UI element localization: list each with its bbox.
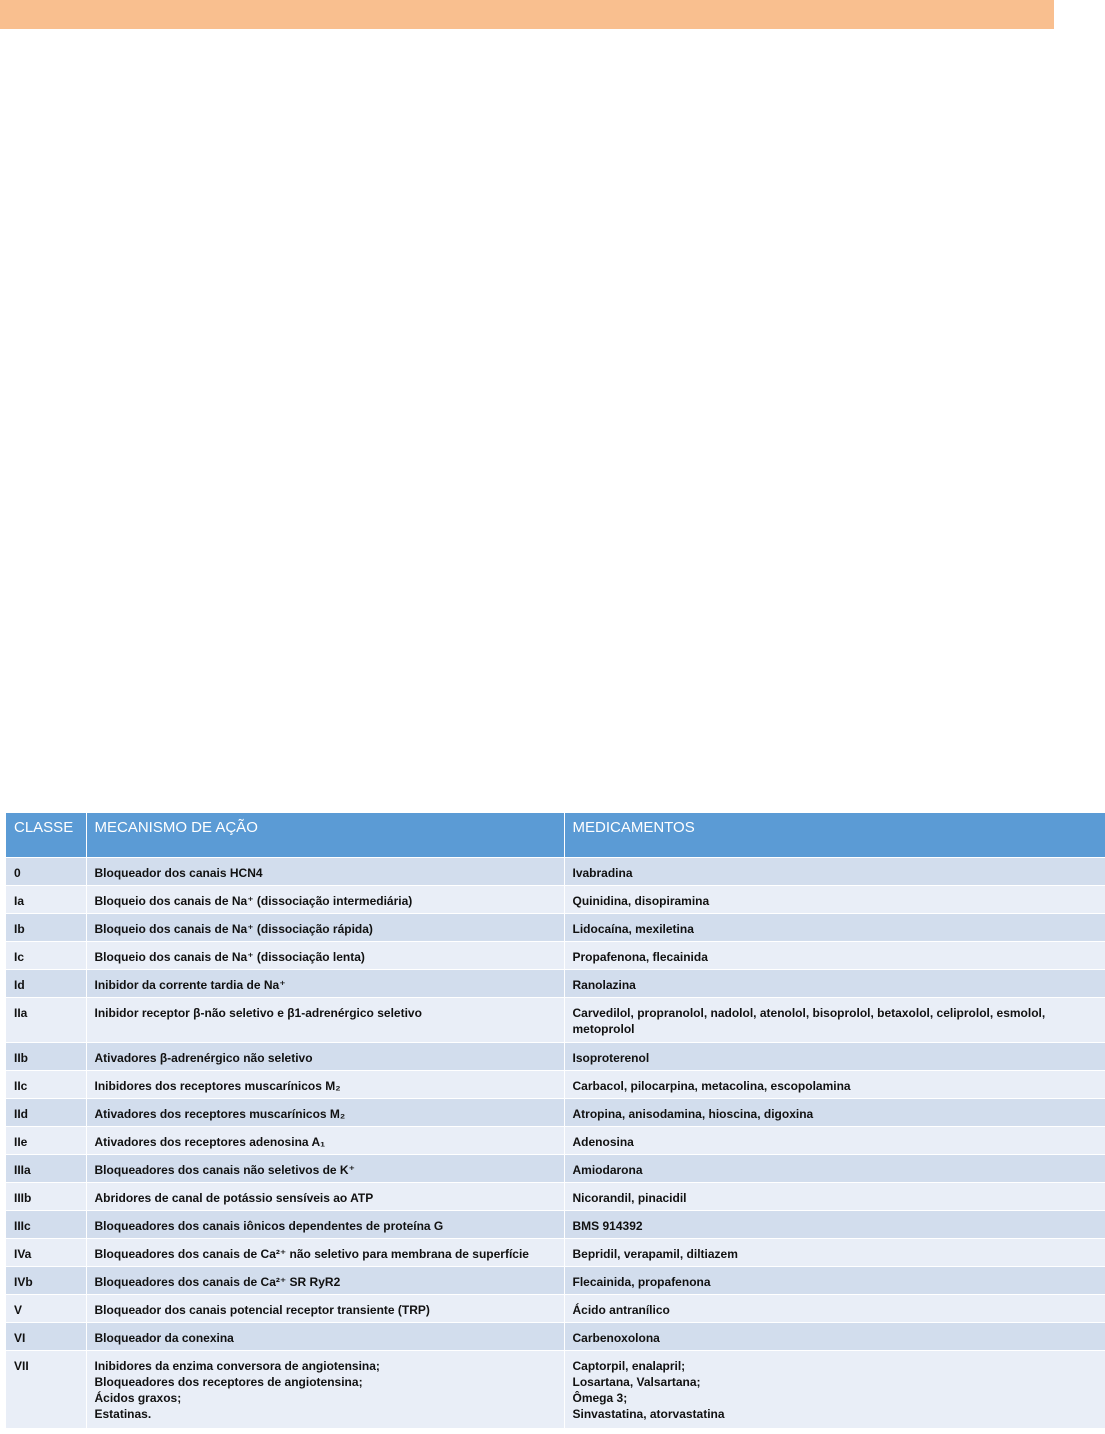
table-row [6,997,1105,1042]
cell-medicamentos: Captorpil, enalapril; Losartana, Valsartana; Ômega 3; Sinvastatina, atorvastatina [564,1350,1105,1428]
cell-medicamentos: Ranolazina [564,969,1105,997]
cell-mecanismo: Ativadores dos receptores muscarínicos M₂ [86,1098,564,1126]
table-header-row [6,813,1105,857]
header-medicamentos: MEDICAMENTOS [564,813,1105,857]
cell-mecanismo: Inibidores da enzima conversora de angiotensina; Bloqueadores dos receptores de angiotensina; Ácidos graxos; Estatinas. [86,1350,564,1428]
cell-mecanismo: Bloqueadores dos canais não seletivos de K⁺ [86,1154,564,1182]
table-row [6,1098,1105,1126]
cell-medicamentos: Ácido antranílico [564,1294,1105,1322]
cell-medicamentos: Atropina, anisodamina, hioscina, digoxina [564,1098,1105,1126]
header-mecanismo: MECANISMO DE AÇÃO [86,813,564,857]
table-row [6,1350,1105,1428]
cell-classe: IVa [6,1238,86,1266]
cell-medicamentos: Nicorandil, pinacidil [564,1182,1105,1210]
cell-classe: 0 [6,857,86,885]
cell-medicamentos: Amiodarona [564,1154,1105,1182]
cell-medicamentos: Ivabradina [564,857,1105,885]
table-row [6,1266,1105,1294]
cell-medicamentos: Carbenoxolona [564,1322,1105,1350]
cell-mecanismo: Ativadores dos receptores adenosina A₁ [86,1126,564,1154]
cell-medicamentos: BMS 914392 [564,1210,1105,1238]
cell-medicamentos: Isoproterenol [564,1042,1105,1070]
cell-medicamentos: Adenosina [564,1126,1105,1154]
cell-classe: VI [6,1322,86,1350]
table-row [6,1154,1105,1182]
cell-mecanismo: Bloqueio dos canais de Na⁺ (dissociação intermediária) [86,885,564,913]
cell-classe: VII [6,1350,86,1428]
table-row [6,857,1105,885]
cell-medicamentos: Propafenona, flecainida [564,941,1105,969]
cell-classe: IIc [6,1070,86,1098]
top-color-band [0,0,1054,29]
table-row [6,969,1105,997]
table-row [6,1238,1105,1266]
cell-classe: IVb [6,1266,86,1294]
header-classe: CLASSE [6,813,86,857]
cell-mecanismo: Inibidor receptor β-não seletivo e β1-adrenérgico seletivo [86,997,564,1042]
table-row [6,913,1105,941]
cell-mecanismo: Inibidor da corrente tardia de Na⁺ [86,969,564,997]
cell-mecanismo: Bloqueador dos canais HCN4 [86,857,564,885]
cell-mecanismo: Bloqueadores dos canais de Ca²⁺ SR RyR2 [86,1266,564,1294]
table-row [6,1210,1105,1238]
table-row [6,885,1105,913]
cell-medicamentos: Quinidina, disopiramina [564,885,1105,913]
table-row [6,1070,1105,1098]
cell-medicamentos: Flecainida, propafenona [564,1266,1105,1294]
table-row [6,1042,1105,1070]
cell-classe: IIIc [6,1210,86,1238]
cell-mecanismo: Bloqueio dos canais de Na⁺ (dissociação lenta) [86,941,564,969]
cell-mecanismo: Bloqueio dos canais de Na⁺ (dissociação rápida) [86,913,564,941]
cell-mecanismo: Inibidores dos receptores muscarínicos M₂ [86,1070,564,1098]
table-row [6,941,1105,969]
cell-classe: IIIb [6,1182,86,1210]
cell-medicamentos: Carvedilol, propranolol, nadolol, atenolol, bisoprolol, betaxolol, celiprolol, esmolol, metoprolol [564,997,1105,1042]
cell-classe: IIa [6,997,86,1042]
table-row [6,1182,1105,1210]
cell-classe: V [6,1294,86,1322]
cell-mecanismo: Bloqueadores dos canais de Ca²⁺ não seletivo para membrana de superfície [86,1238,564,1266]
cell-classe: Id [6,969,86,997]
table-row [6,1294,1105,1322]
table-row [6,1126,1105,1154]
cell-classe: Ia [6,885,86,913]
antiarrhythmic-class-table [6,813,1105,1428]
cell-classe: Ic [6,941,86,969]
cell-mecanismo: Bloqueadores dos canais iônicos dependentes de proteína G [86,1210,564,1238]
cell-classe: Ib [6,913,86,941]
cell-medicamentos: Lidocaína, mexiletina [564,913,1105,941]
cell-mecanismo: Ativadores β-adrenérgico não seletivo [86,1042,564,1070]
cell-medicamentos: Carbacol, pilocarpina, metacolina, escopolamina [564,1070,1105,1098]
cell-medicamentos: Bepridil, verapamil, diltiazem [564,1238,1105,1266]
cell-mecanismo: Bloqueador da conexina [86,1322,564,1350]
cell-mecanismo: Abridores de canal de potássio sensíveis ao ATP [86,1182,564,1210]
cell-classe: IId [6,1098,86,1126]
cell-classe: IIe [6,1126,86,1154]
cell-classe: IIIa [6,1154,86,1182]
cell-mecanismo: Bloqueador dos canais potencial receptor transiente (TRP) [86,1294,564,1322]
cell-classe: IIb [6,1042,86,1070]
table-row [6,1322,1105,1350]
